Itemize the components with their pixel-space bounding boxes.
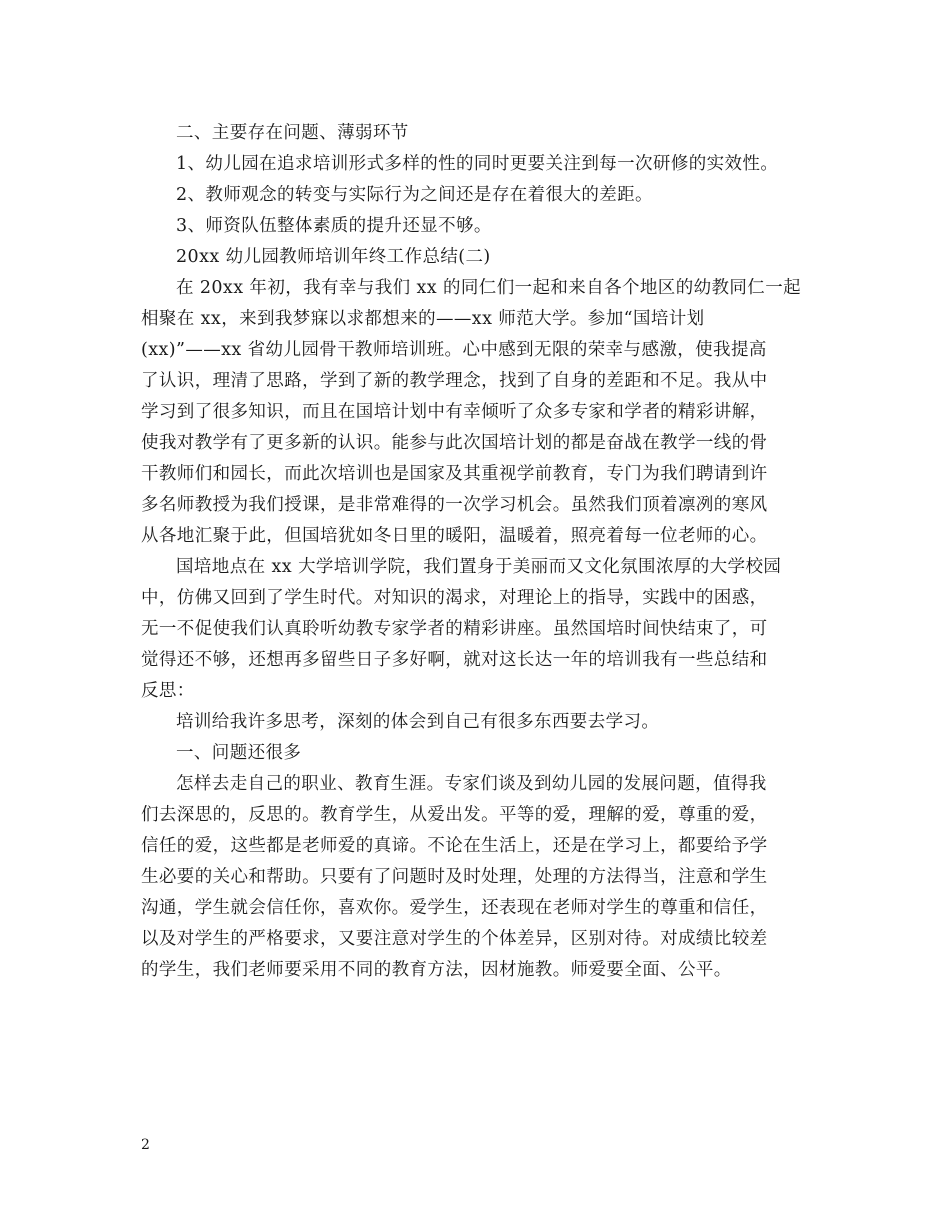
paragraph-line: 信任的爱，这些都是老师爱的真谛。不论在生活上，还是在学习上，都要给予学 bbox=[141, 836, 768, 856]
paragraph-line: 了认识，理清了思路，学到了新的教学理念，找到了自身的差距和不足。我从中 bbox=[141, 371, 768, 391]
paragraph-line: 使我对教学有了更多新的认识。能参与此次国培计划的都是奋战在教学一线的骨 bbox=[141, 433, 768, 453]
paragraph-line: 中，仿佛又回到了学生时代。对知识的渴求，对理论上的指导，实践中的困惑， bbox=[141, 588, 768, 608]
paragraph-line: (xx)”——xx 省幼儿园骨干教师培训班。心中感到无限的荣幸与感激，使我提高 bbox=[141, 340, 767, 360]
paragraph-line: 无一不促使我们认真聆听幼教专家学者的精彩讲座。虽然国培时间快结束了，可 bbox=[141, 619, 768, 639]
paragraph-line: 们去深思的，反思的。教育学生，从爱出发。平等的爱，理解的爱，尊重的爱， bbox=[141, 805, 768, 825]
problem-item-3: 3、师资队伍整体素质的提升还显不够。 bbox=[176, 216, 492, 236]
problem-item-1: 1、幼儿园在追求培训形式多样的性的同时更要关注到每一次研修的实效性。 bbox=[176, 154, 779, 174]
paragraph-line: 觉得还不够，还想再多留些日子多好啊，就对这长达一年的培训我有一些总结和 bbox=[141, 650, 768, 670]
paragraph-line: 怎样去走自己的职业、教育生涯。专家们谈及到幼儿园的发展问题，值得我 bbox=[176, 774, 767, 794]
section-heading: 一、问题还很多 bbox=[176, 743, 302, 763]
paragraph-line: 干教师们和园长，而此次培训也是国家及其重视学前教育，专门为我们聘请到许 bbox=[141, 464, 768, 484]
document-subtitle: 20xx 幼儿园教师培训年终工作总结(二) bbox=[176, 247, 491, 267]
paragraph-line: 国培地点在 xx 大学培训学院，我们置身于美丽而又文化氛围浓厚的大学校园 bbox=[176, 557, 782, 577]
paragraph-line: 从各地汇聚于此，但国培犹如冬日里的暖阳，温暖着，照亮着每一位老师的心。 bbox=[141, 526, 768, 546]
paragraph-line: 多名师教授为我们授课，是非常难得的一次学习机会。虽然我们顶着凛冽的寒风 bbox=[141, 495, 768, 515]
paragraph-line: 在 20xx 年初，我有幸与我们 xx 的同仁们一起和来自各个地区的幼教同仁一起 bbox=[176, 278, 801, 298]
paragraph-line: 沟通，学生就会信任你，喜欢你。爱学生，还表现在老师对学生的尊重和信任， bbox=[141, 898, 768, 918]
paragraph-line: 以及对学生的严格要求，又要注意对学生的个体差异，区别对待。对成绩比较差 bbox=[141, 929, 768, 949]
paragraph-line: 反思： bbox=[141, 681, 195, 701]
paragraph-line: 相聚在 xx，来到我梦寐以求都想来的——xx 师范大学。参加“国培计划 bbox=[141, 309, 705, 329]
document-body bbox=[141, 118, 816, 986]
paragraph-line: 生必要的关心和帮助。只要有了问题时及时处理，处理的方法得当，注意和学生 bbox=[141, 867, 768, 887]
page-number: 2 bbox=[141, 1137, 150, 1153]
paragraph-line: 学习到了很多知识，而且在国培计划中有幸倾听了众多专家和学者的精彩讲解， bbox=[141, 402, 768, 422]
paragraph-line: 培训给我许多思考，深刻的体会到自己有很多东西要去学习。 bbox=[176, 712, 660, 732]
problem-item-2: 2、教师观念的转变与实际行为之间还是存在着很大的差距。 bbox=[176, 185, 653, 205]
paragraph-line: 的学生，我们老师要采用不同的教育方法，因材施教。师爱要全面、公平。 bbox=[141, 960, 732, 980]
section-heading: 二、主要存在问题、薄弱环节 bbox=[176, 123, 409, 143]
